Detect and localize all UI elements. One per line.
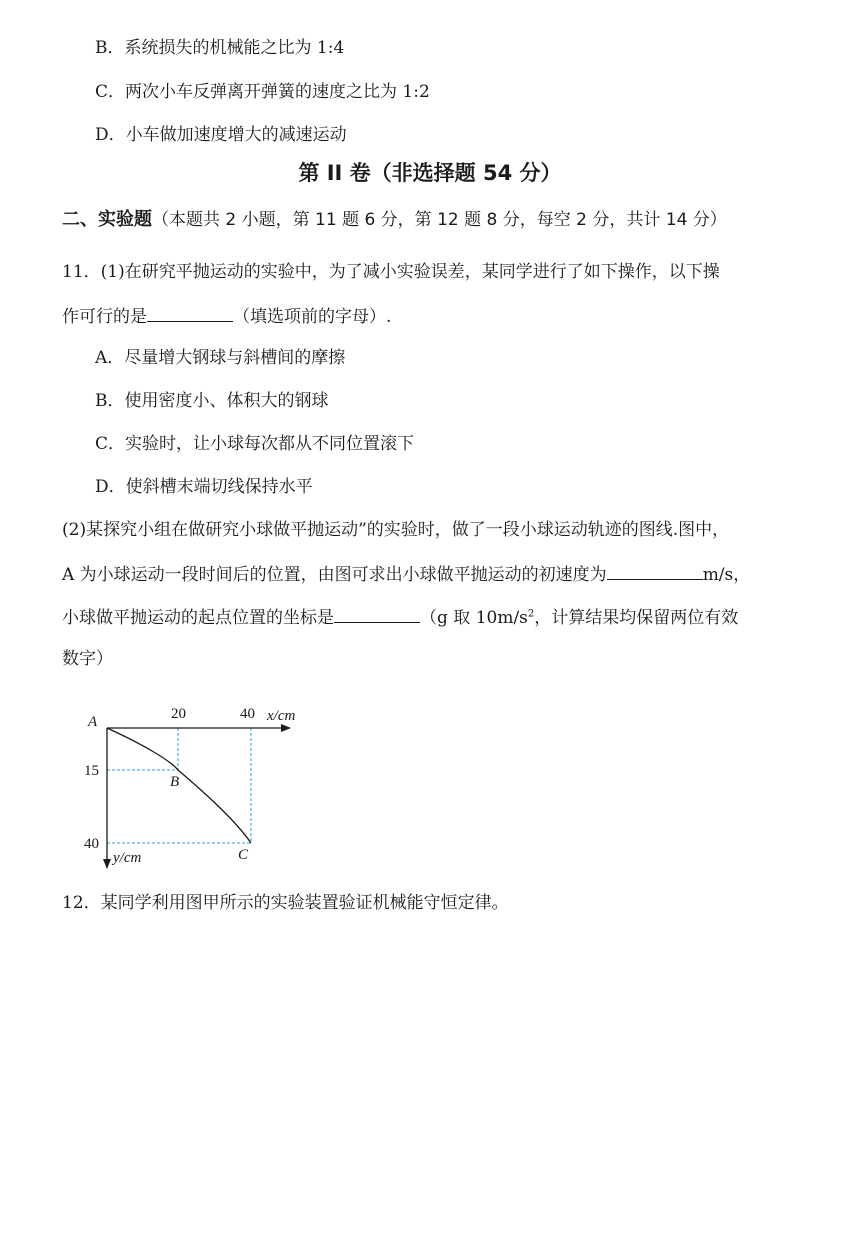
- q11-option-d: D．使斜槽末端切线保持水平: [95, 477, 313, 497]
- part-label: 二、实验题: [62, 209, 152, 230]
- part-note: （本题共 2 小题，第 11 题 6 分，第 12 题 8 分，每空 2 分，共计 14 分）: [152, 210, 727, 230]
- q12-text: 12．某同学利用图甲所示的实验装置验证机械能守恒定律。: [62, 893, 509, 913]
- x-axis-label: x/cm: [267, 708, 296, 724]
- prev-option-d: D．小车做加速度增大的减速运动: [95, 125, 347, 145]
- answer-blank-1[interactable]: [147, 303, 233, 322]
- q11-p2-line3: 小球做平抛运动的起点位置的坐标是 （g 取 $10m/s^2$，计算结果均保留两位有效: [62, 604, 738, 630]
- q11-option-c: C．实验时，让小球每次都从不同位置滚下: [95, 434, 415, 454]
- point-label-c: C: [238, 847, 249, 863]
- x-tick-40: 40: [240, 706, 255, 722]
- y-tick-15: 15: [84, 763, 99, 779]
- q11-p2-line2: A 为小球运动一段时间后的位置，由图可求出小球做平抛运动的初速度为 m/s，: [62, 561, 750, 587]
- prev-option-b: B．系统损失的机械能之比为 1:4: [95, 38, 345, 58]
- q11-p1-line2: 作可行的是 （填选项前的字母）.: [62, 303, 391, 329]
- trajectory-figure: [60, 698, 320, 878]
- q11-option-b: B．使用密度小、体积大的钢球: [95, 391, 329, 411]
- y-axis-label: y/cm: [113, 850, 142, 866]
- q11-p2-line1: (2)某探究小组在做研究小球做平抛运动”的实验时，做了一段小球运动轨迹的图线.图中，: [62, 520, 730, 540]
- point-label-b: B: [170, 774, 180, 790]
- q11-p2-line4: 数字）: [62, 649, 113, 669]
- q11-p1-line1: 11．(1)在研究平抛运动的实验中，为了减小实验误差，某同学进行了如下操作，以下操: [62, 262, 720, 282]
- answer-blank-3[interactable]: [334, 604, 420, 623]
- q11-option-a: A．尽量增大钢球与斜槽间的摩擦: [95, 348, 346, 368]
- section-title: 第 II 卷（非选择题 54 分）: [298, 161, 562, 185]
- part-heading: [62, 208, 727, 232]
- answer-blank-2[interactable]: [607, 561, 703, 580]
- prev-option-c: C．两次小车反弹离开弹簧的速度之比为 1:2: [95, 82, 430, 102]
- x-tick-20: 20: [171, 706, 186, 722]
- point-label-a: A: [88, 714, 98, 730]
- y-tick-40: 40: [84, 836, 99, 852]
